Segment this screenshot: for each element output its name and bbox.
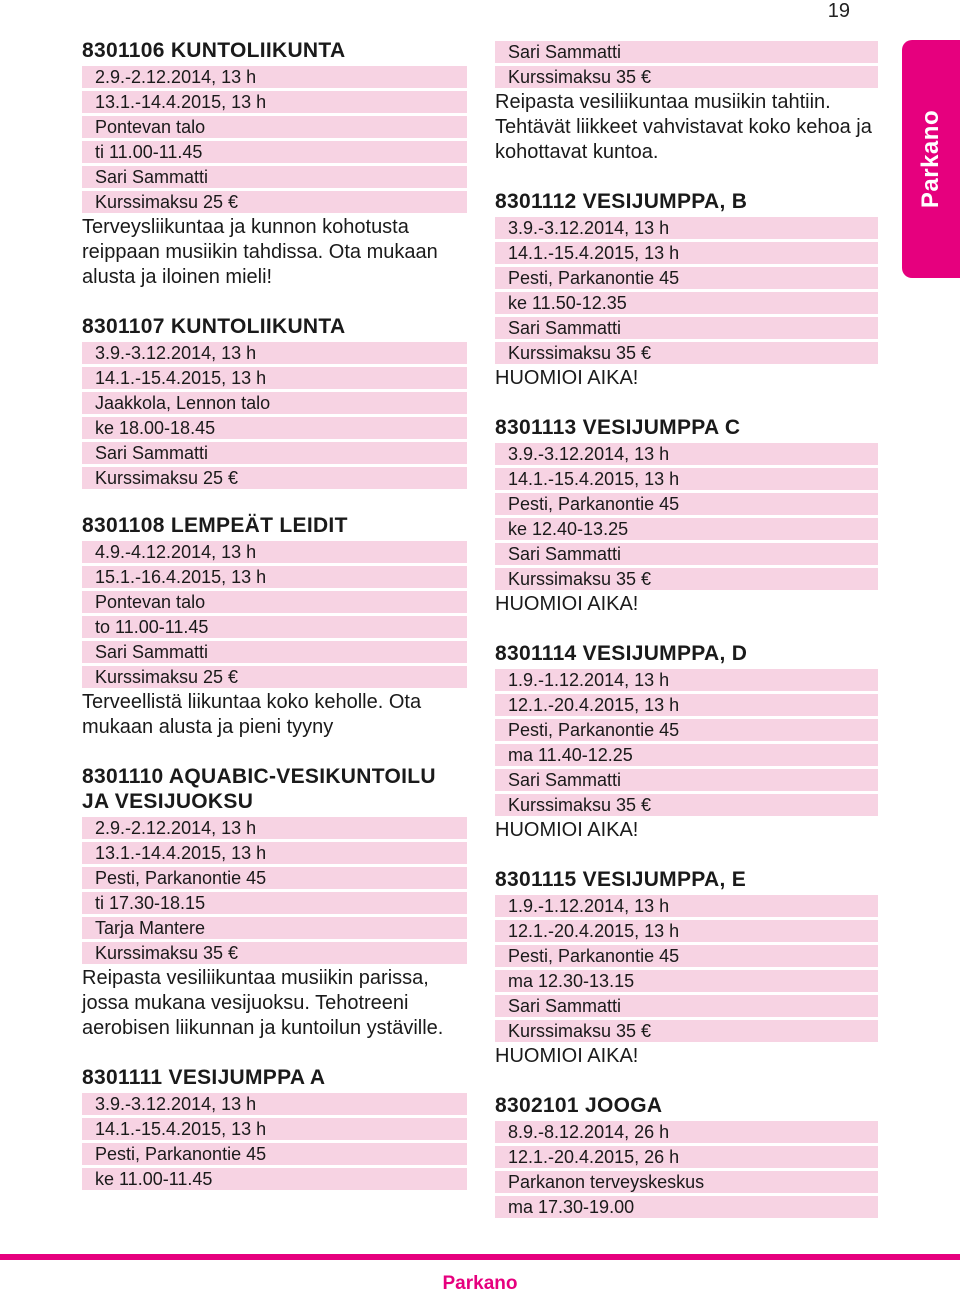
- course-entry: [495, 415, 878, 617]
- course-info-row: Pesti, Parkanontie 45: [495, 719, 878, 741]
- right-column: [495, 38, 878, 1242]
- course-info-row: ke 11.50-12.35: [495, 292, 878, 314]
- course-entry: [495, 641, 878, 843]
- course-title: 8301111 VESIJUMPPA A: [82, 1066, 326, 1089]
- course-entry: [495, 41, 878, 165]
- course-info-row: Kurssimaksu 35 €: [495, 568, 878, 590]
- course-info-row: 2.9.-2.12.2014, 13 h: [82, 817, 467, 839]
- course-info-row: Parkanon terveyskeskus: [495, 1171, 878, 1193]
- course-info-row: Kurssimaksu 25 €: [82, 191, 467, 213]
- course-info-row: Jaakkola, Lennon talo: [82, 392, 467, 414]
- course-info-row: Pesti, Parkanontie 45: [495, 945, 878, 967]
- course-info-row: Sari Sammatti: [82, 641, 467, 663]
- course-info-row: 12.1.-20.4.2015, 26 h: [495, 1146, 878, 1168]
- course-info-row: to 11.00-11.45: [82, 616, 467, 638]
- course-info-row: Kurssimaksu 25 €: [82, 666, 467, 688]
- course-info-row: ti 17.30-18.15: [82, 892, 467, 914]
- course-title: 8301115 VESIJUMPPA, E: [495, 868, 747, 891]
- course-entry: [82, 1065, 467, 1190]
- footer-label: Parkano: [442, 1273, 518, 1294]
- course-entry: [82, 513, 467, 740]
- course-info-row: Sari Sammatti: [495, 317, 878, 339]
- course-description: Reipasta vesiliikuntaa musiikin tahtiin. Tehtävät liikkeet vahvistavat koko kehoa ja kohottavat kuntoa.: [495, 91, 872, 163]
- left-column: [82, 38, 467, 1214]
- course-info-row: Sari Sammatti: [495, 41, 878, 63]
- course-info-row: 13.1.-14.4.2015, 13 h: [82, 91, 467, 113]
- footer-divider: [0, 1254, 960, 1260]
- course-info-row: ma 12.30-13.15: [495, 970, 878, 992]
- course-description: HUOMIOI AIKA!: [495, 1045, 639, 1067]
- course-title: 8301110 AQUABIC-VESIKUNTOILU: [82, 765, 436, 788]
- course-info-row: 3.9.-3.12.2014, 13 h: [82, 1093, 467, 1115]
- course-info-row: 12.1.-20.4.2015, 13 h: [495, 694, 878, 716]
- course-info-row: Kurssimaksu 35 €: [495, 794, 878, 816]
- course-title: JA VESIJUOKSU: [82, 790, 254, 813]
- side-section-tab-label: Parkano: [917, 109, 944, 209]
- course-info-row: 15.1.-16.4.2015, 13 h: [82, 566, 467, 588]
- course-info-row: Pesti, Parkanontie 45: [82, 1143, 467, 1165]
- course-entry: [82, 38, 467, 290]
- course-entry: [82, 314, 467, 489]
- course-info-row: Kurssimaksu 35 €: [495, 1020, 878, 1042]
- course-entry: [495, 867, 878, 1069]
- page-number: 19: [827, 0, 850, 22]
- course-entry: [82, 764, 467, 1041]
- course-info-row: ma 17.30-19.00: [495, 1196, 878, 1218]
- course-info-row: 14.1.-15.4.2015, 13 h: [82, 367, 467, 389]
- course-info-row: ti 11.00-11.45: [82, 141, 467, 163]
- course-description: HUOMIOI AIKA!: [495, 367, 639, 389]
- course-info-row: Kurssimaksu 35 €: [495, 66, 878, 88]
- course-info-row: Tarja Mantere: [82, 917, 467, 939]
- course-info-row: Sari Sammatti: [82, 442, 467, 464]
- side-section-tab: [902, 40, 960, 278]
- course-description: HUOMIOI AIKA!: [495, 819, 639, 841]
- course-description: Reipasta vesiliikuntaa musiikin parissa, jossa mukana vesijuoksu. Tehotreeni aerobisen liikunnan ja kuntoilun ystäville.: [82, 967, 444, 1039]
- course-info-row: 1.9.-1.12.2014, 13 h: [495, 895, 878, 917]
- course-info-row: Kurssimaksu 35 €: [495, 342, 878, 364]
- course-info-row: 1.9.-1.12.2014, 13 h: [495, 669, 878, 691]
- course-title: 8301113 VESIJUMPPA C: [495, 416, 741, 439]
- course-info-row: Sari Sammatti: [82, 166, 467, 188]
- course-entry: [495, 189, 878, 391]
- course-info-row: 2.9.-2.12.2014, 13 h: [82, 66, 467, 88]
- course-info-row: 3.9.-3.12.2014, 13 h: [495, 443, 878, 465]
- course-info-row: ma 11.40-12.25: [495, 744, 878, 766]
- course-info-row: Sari Sammatti: [495, 995, 878, 1017]
- course-info-row: Kurssimaksu 25 €: [82, 467, 467, 489]
- course-description: Terveysliikuntaa ja kunnon kohotusta reippaan musiikin tahdissa. Ota mukaan alusta ja iloinen mieli!: [82, 216, 438, 288]
- course-info-row: Pesti, Parkanontie 45: [82, 867, 467, 889]
- course-info-row: Pontevan talo: [82, 116, 467, 138]
- course-info-row: 13.1.-14.4.2015, 13 h: [82, 842, 467, 864]
- course-info-row: 14.1.-15.4.2015, 13 h: [82, 1118, 467, 1140]
- course-info-row: Sari Sammatti: [495, 769, 878, 791]
- course-info-row: Pontevan talo: [82, 591, 467, 613]
- course-info-row: 3.9.-3.12.2014, 13 h: [82, 342, 467, 364]
- course-info-row: 8.9.-8.12.2014, 26 h: [495, 1121, 878, 1143]
- course-info-row: 14.1.-15.4.2015, 13 h: [495, 468, 878, 490]
- course-title: 8301106 KUNTOLIIKUNTA: [82, 39, 346, 62]
- course-title: 8301107 KUNTOLIIKUNTA: [82, 315, 346, 338]
- course-info-row: ke 11.00-11.45: [82, 1168, 467, 1190]
- course-info-row: Sari Sammatti: [495, 543, 878, 565]
- course-info-row: 12.1.-20.4.2015, 13 h: [495, 920, 878, 942]
- course-info-row: 3.9.-3.12.2014, 13 h: [495, 217, 878, 239]
- course-title: 8301112 VESIJUMPPA, B: [495, 190, 748, 213]
- course-title: 8301108 LEMPEÄT LEIDIT: [82, 514, 348, 537]
- course-title: 8302101 JOOGA: [495, 1094, 663, 1117]
- course-info-row: Pesti, Parkanontie 45: [495, 267, 878, 289]
- course-description: HUOMIOI AIKA!: [495, 593, 639, 615]
- course-info-row: ke 18.00-18.45: [82, 417, 467, 439]
- course-info-row: Kurssimaksu 35 €: [82, 942, 467, 964]
- course-info-row: 14.1.-15.4.2015, 13 h: [495, 242, 878, 264]
- course-info-row: ke 12.40-13.25: [495, 518, 878, 540]
- course-description: Terveellistä liikuntaa koko keholle. Ota mukaan alusta ja pieni tyyny: [82, 691, 422, 738]
- course-entry: [495, 1093, 878, 1218]
- course-title: 8301114 VESIJUMPPA, D: [495, 642, 748, 665]
- course-info-row: 4.9.-4.12.2014, 13 h: [82, 541, 467, 563]
- course-info-row: Pesti, Parkanontie 45: [495, 493, 878, 515]
